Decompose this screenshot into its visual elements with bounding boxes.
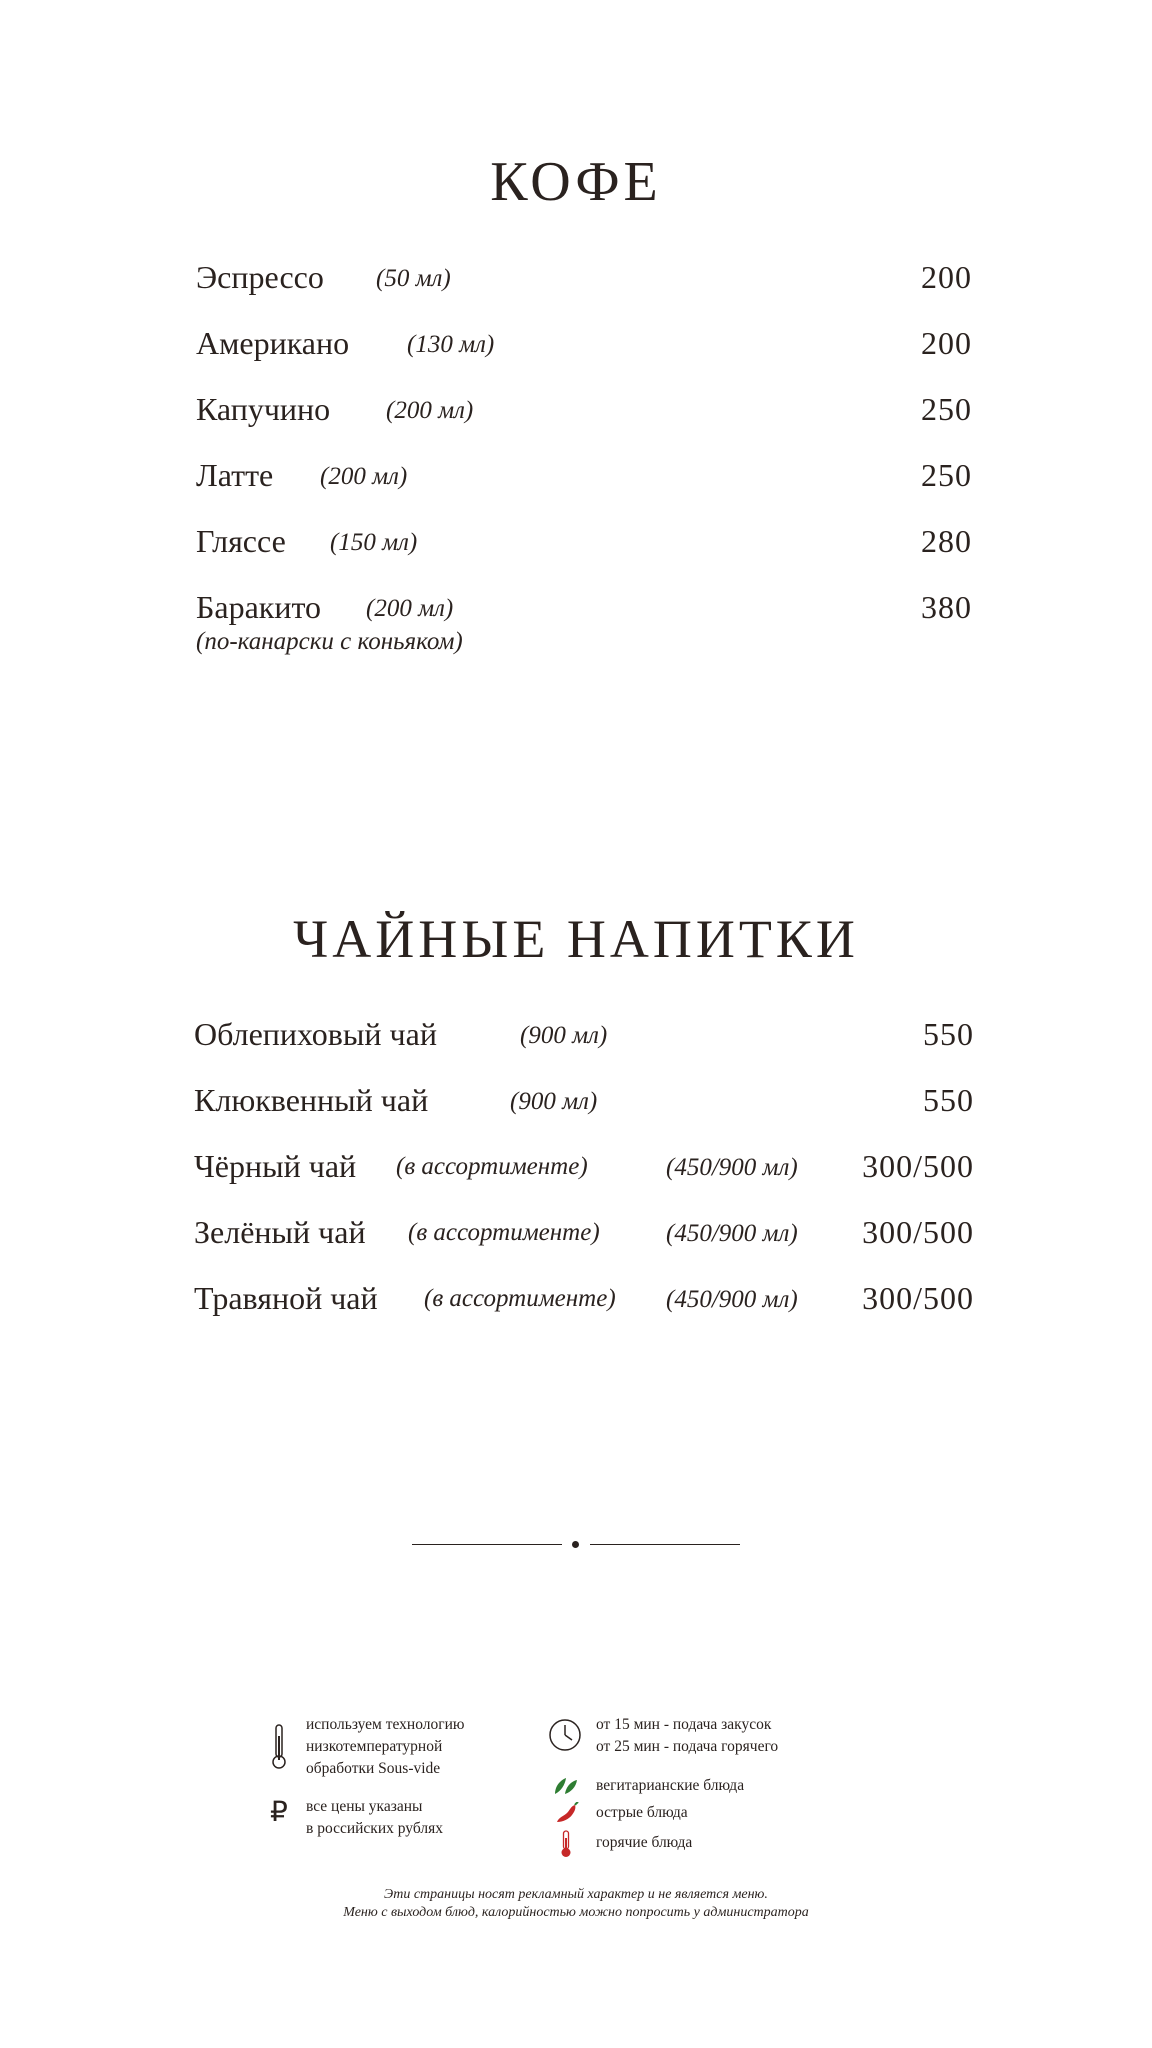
divider-line-left xyxy=(412,1544,562,1545)
item-price: 300/500 xyxy=(862,1280,974,1316)
item-price: 280 xyxy=(921,523,972,559)
item-volume: (450/900 мл) xyxy=(666,1220,798,1247)
legend-sous-vide-text: используем технологию низкотемпературной обработки Sous-vide xyxy=(306,1716,465,1777)
menu-item xyxy=(194,1276,974,1342)
item-volume: (200 мл) xyxy=(386,397,474,424)
item-name: Американо xyxy=(196,325,350,361)
red-thermometer-icon xyxy=(560,1830,572,1858)
disclaimer-line-1: Эти страницы носят рекламный характер и не является меню. xyxy=(384,1887,768,1902)
ornamental-divider xyxy=(412,1540,740,1550)
item-subtitle: (по-канарски с коньяком) xyxy=(196,628,463,655)
legend-rubles-text: все цены указаны в российских рублях xyxy=(306,1798,443,1837)
chili-pepper-icon xyxy=(555,1802,579,1824)
legend-vegetarian-text: вегитарианские блюда xyxy=(596,1777,745,1794)
item-volume: (900 мл) xyxy=(520,1022,608,1049)
legend-timing-text: от 15 мин - подача закусок от 25 мин - подача горячего xyxy=(596,1716,779,1755)
menu-item xyxy=(196,255,972,321)
item-name: Гляссе xyxy=(196,523,286,559)
thermometer-icon xyxy=(272,1724,286,1770)
disclaimer xyxy=(0,1886,1152,1922)
item-volume: (130 мл) xyxy=(407,331,495,358)
coffee-menu-list xyxy=(196,255,972,675)
item-note: (в ассортименте) xyxy=(408,1219,600,1246)
leaf-icon xyxy=(553,1776,579,1796)
item-volume: (900 мл) xyxy=(510,1088,598,1115)
menu-item xyxy=(194,1144,974,1210)
item-name: Латте xyxy=(196,457,274,493)
menu-item xyxy=(196,321,972,387)
divider-dot xyxy=(572,1541,579,1548)
item-volume: (50 мл) xyxy=(376,265,451,292)
item-price: 250 xyxy=(921,457,972,493)
divider-line-right xyxy=(590,1544,740,1545)
item-volume: (200 мл) xyxy=(366,595,454,622)
legend-spicy-text: острые блюда xyxy=(596,1804,688,1821)
item-name: Зелёный чай xyxy=(194,1214,366,1250)
menu-item xyxy=(194,1210,974,1276)
item-name: Клюквенный чай xyxy=(194,1082,429,1118)
menu-item xyxy=(196,585,972,675)
item-price: 550 xyxy=(923,1082,974,1118)
item-price: 300/500 xyxy=(862,1148,974,1184)
tea-menu-list xyxy=(194,1012,974,1342)
menu-item xyxy=(194,1078,974,1144)
item-note: (в ассортименте) xyxy=(424,1285,616,1312)
item-price: 300/500 xyxy=(862,1214,974,1250)
item-name: Капучино xyxy=(196,391,331,427)
legend-hot xyxy=(548,1830,848,1858)
legend-hot-text: горячие блюда xyxy=(596,1834,693,1851)
item-price: 550 xyxy=(923,1016,974,1052)
coffee-section-title: КОФЕ xyxy=(490,151,662,213)
item-price: 200 xyxy=(921,259,972,295)
item-note: (в ассортименте) xyxy=(396,1153,588,1180)
menu-item xyxy=(194,1012,974,1078)
item-price: 380 xyxy=(921,589,972,625)
item-volume: (150 мл) xyxy=(330,529,418,556)
item-volume: (450/900 мл) xyxy=(666,1286,798,1313)
item-name: Облепиховый чай xyxy=(194,1016,437,1052)
item-name: Травяной чай xyxy=(194,1280,378,1316)
item-volume: (450/900 мл) xyxy=(666,1154,798,1181)
item-name: Эспрессо xyxy=(196,259,324,295)
clock-icon xyxy=(548,1718,582,1752)
disclaimer-line-2: Меню с выходом блюд, калорийностью можно попросить у администратора xyxy=(343,1905,809,1920)
menu-item xyxy=(196,519,972,585)
item-price: 250 xyxy=(921,391,972,427)
tea-section-title: ЧАЙНЫЕ НАПИТКИ xyxy=(293,909,859,969)
menu-item xyxy=(196,387,972,453)
legend-rubles xyxy=(270,1796,530,1846)
item-name: Баракито xyxy=(196,589,322,625)
menu-item xyxy=(196,453,972,519)
legend-spicy xyxy=(548,1802,848,1826)
item-price: 200 xyxy=(921,325,972,361)
legend-vegetarian xyxy=(548,1775,848,1799)
legend-timing xyxy=(548,1714,848,1764)
ruble-icon: ₽ xyxy=(270,1797,288,1828)
legend-sous-vide xyxy=(270,1714,530,1784)
item-volume: (200 мл) xyxy=(320,463,408,490)
item-name: Чёрный чай xyxy=(194,1148,357,1184)
